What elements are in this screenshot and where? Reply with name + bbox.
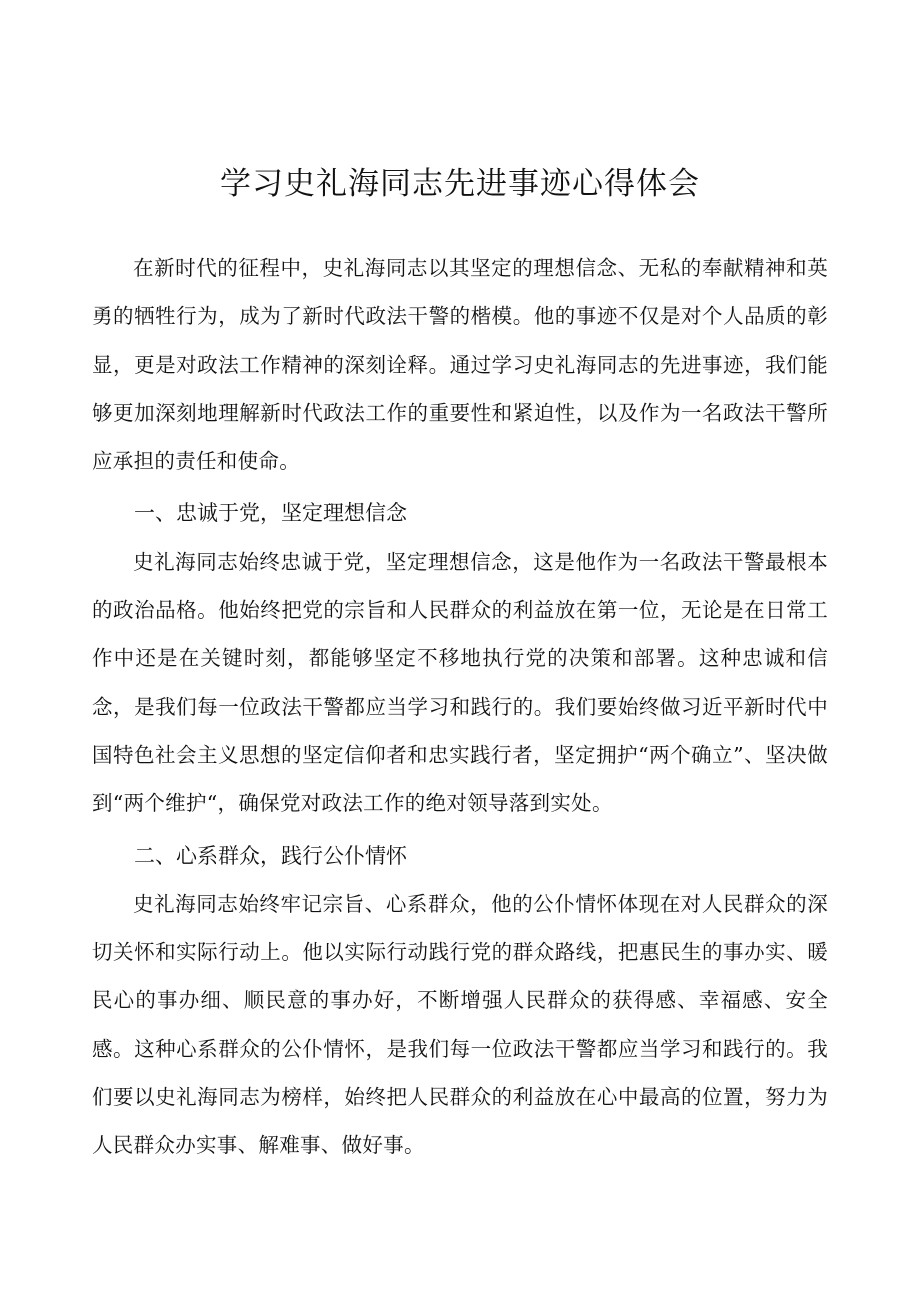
section-heading-1: 一、忠诚于党，坚定理想信念	[134, 501, 407, 526]
section-heading-2: 二、心系群众，践行公仆情怀	[134, 843, 407, 868]
section-body-2: 史礼海同志始终牢记宗旨、心系群众，他的公仆情怀体现在对人民群众的深切关怀和实际行动上。他以实际行动践行党的群众路线，把惠民生的事办实、暖民心的事办细、顺民意的事办好，不断增强人民群众的获得感、幸福感、安全感。这种心系群众的公仆情怀，是我们每一位政法干警都应当学习和践行的。我们要以史礼海同志为榜样，始终把人民群众的利益放在心中最高的位置，努力为人民群众办实事、解难事、做好事。	[92, 891, 828, 1158]
section-body-1: 史礼海同志始终忠诚于党，坚定理想信念，这是他作为一名政法干警最根本的政治品格。他始终把党的宗旨和人民群众的利益放在第一位，无论是在日常工作中还是在关键时刻，都能够坚定不移地执行党的决策和部署。这种忠诚和信念，是我们每一位政法干警都应当学习和践行的。我们要始终做习近平新时代中国特色社会主义思想的坚定信仰者和忠实践行者，坚定拥护“两个确立”、坚决做到“两个维护“，确保党对政法工作的绝对领导落到实处。	[92, 549, 828, 816]
document-title: 学习史礼海同志先进事迹心得体会	[220, 166, 700, 202]
intro-paragraph: 在新时代的征程中，史礼海同志以其坚定的理想信念、无私的奉献精神和英勇的牺牲行为，成为了新时代政法干警的楷模。他的事迹不仅是对个人品质的彰显，更是对政法工作精神的深刻诠释。通过学习史礼海同志的先进事迹，我们能够更加深刻地理解新时代政法工作的重要性和紧迫性，以及作为一名政法干警所应承担的责任和使命。	[92, 256, 828, 474]
